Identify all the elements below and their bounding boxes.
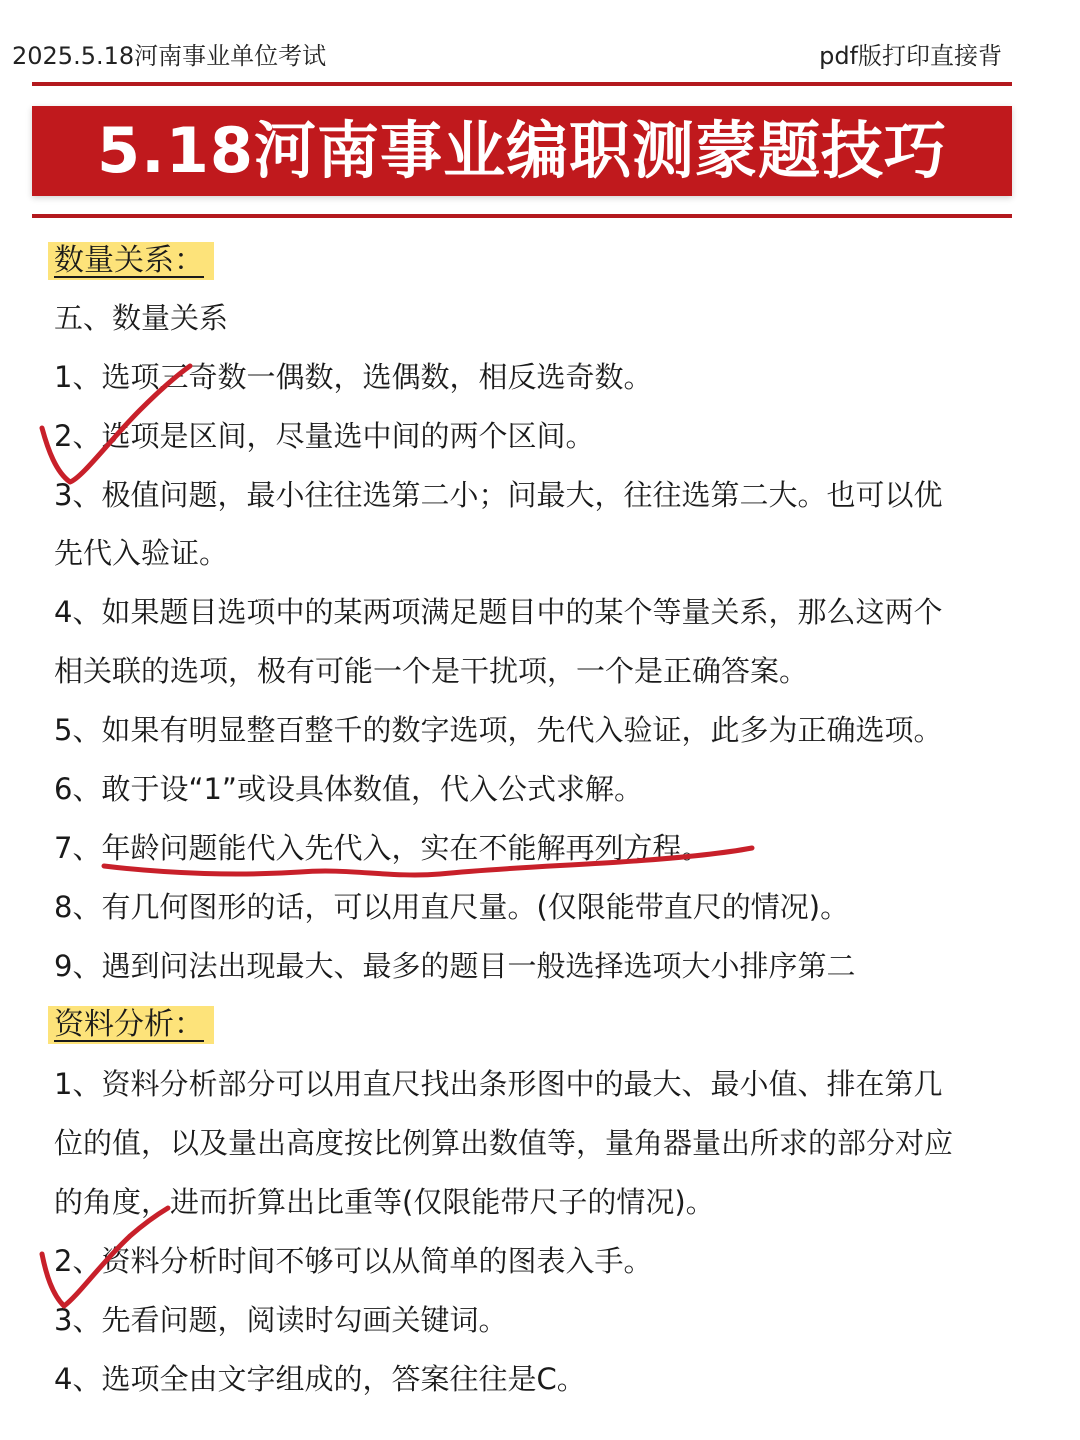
list-item: 8、有几何图形的话，可以用直尺量。(仅限能带直尺的情况)。 [54, 890, 850, 924]
list-item: 五、数量关系 [54, 301, 229, 335]
list-item: 3、先看问题，阅读时勾画关键词。 [54, 1303, 508, 1337]
list-item: 2、选项是区间，尽量选中间的两个区间。 [54, 419, 595, 453]
list-item: 先代入验证。 [54, 536, 229, 570]
list-item: 4、如果题目选项中的某两项满足题目中的某个等量关系，那么这两个 [54, 595, 943, 629]
list-item: 3、极值问题，最小往往选第二小；问最大，往往选第二大。也可以优 [54, 478, 943, 512]
header-right-text: pdf版打印直接背 [819, 42, 1002, 70]
section-title-quantity: 数量关系： [48, 242, 214, 280]
list-item: 4、选项全由文字组成的，答案往往是C。 [54, 1362, 586, 1396]
header-left-text: 2025.5.18河南事业单位考试 [12, 42, 327, 70]
list-item: 相关联的选项，极有可能一个是干扰项，一个是正确答案。 [54, 654, 809, 688]
list-item: 6、敢于设“1”或设具体数值，代入公式求解。 [54, 772, 643, 806]
list-item: 7、年龄问题能代入先代入，实在不能解再列方程。 [54, 831, 711, 865]
list-item: 1、选项三奇数一偶数，选偶数，相反选奇数。 [54, 360, 653, 394]
list-item: 2、资料分析时间不够可以从简单的图表入手。 [54, 1244, 653, 1278]
bottom-divider [32, 214, 1012, 218]
list-item: 位的值，以及量出高度按比例算出数值等，量角器量出所求的部分对应 [54, 1126, 954, 1160]
list-item: 1、资料分析部分可以用直尺找出条形图中的最大、最小值、排在第几 [54, 1067, 943, 1101]
list-item: 的角度，进而折算出比重等(仅限能带尺子的情况)。 [54, 1185, 715, 1219]
list-item: 9、遇到问法出现最大、最多的题目一般选择选项大小排序第二 [54, 949, 856, 983]
top-divider [32, 82, 1012, 86]
section-title-data-analysis: 资料分析： [48, 1006, 214, 1044]
list-item: 5、如果有明显整百整千的数字选项，先代入验证，此多为正确选项。 [54, 713, 943, 747]
page-title-banner: 5.18河南事业编职测蒙题技巧 [32, 106, 1012, 196]
